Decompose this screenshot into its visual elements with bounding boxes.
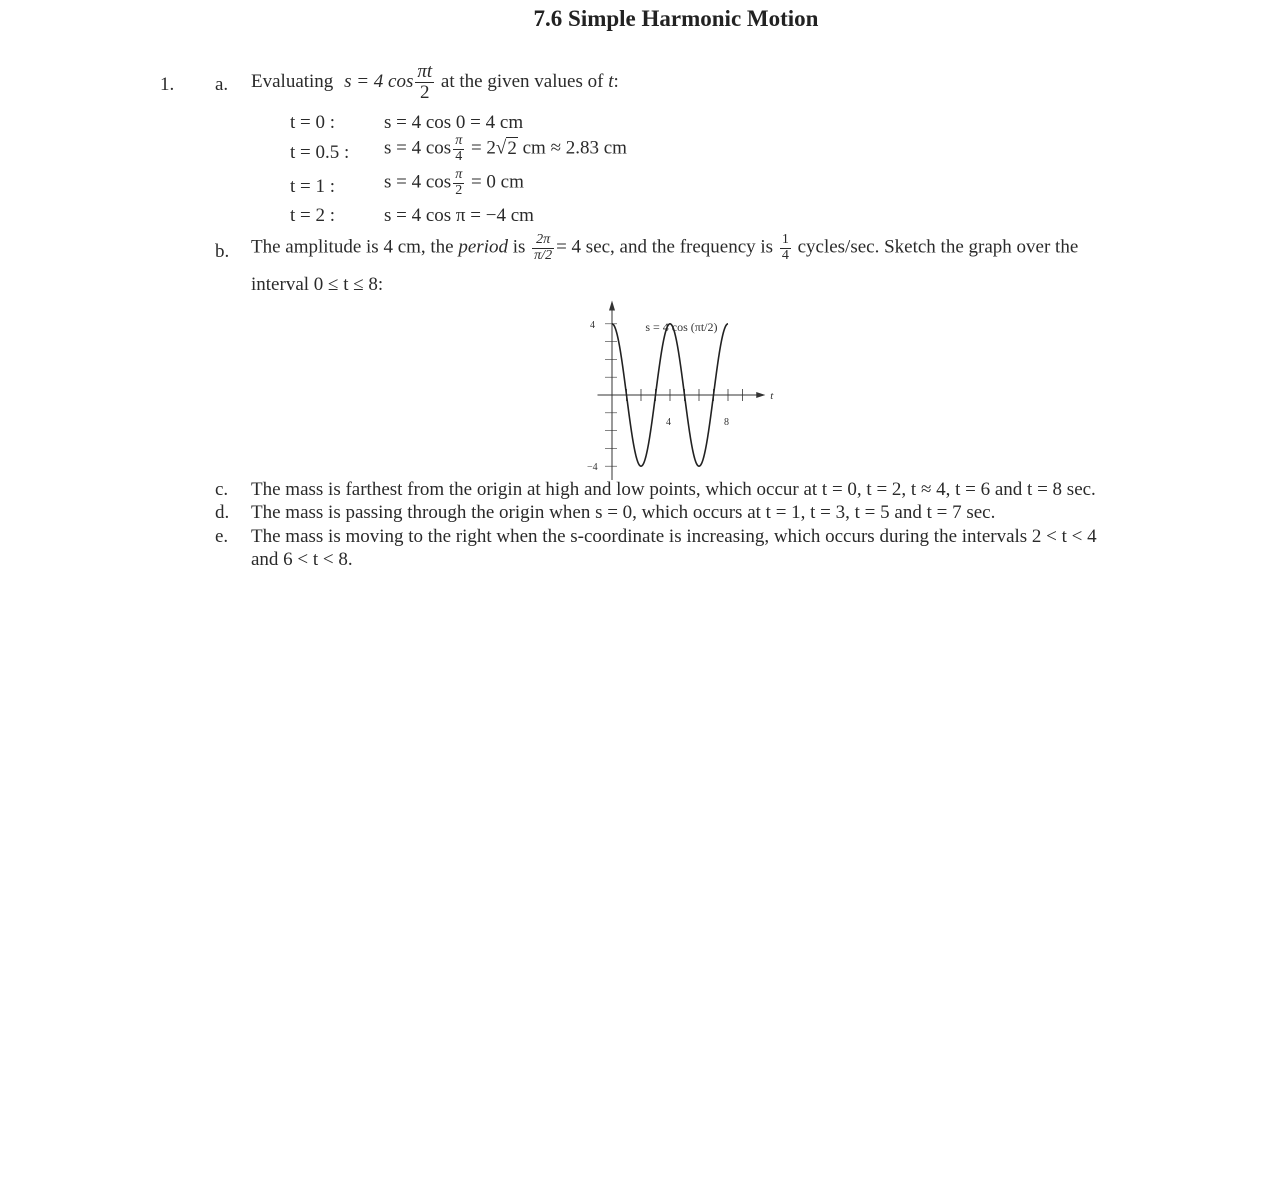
y-tick-label-neg4: −4: [587, 462, 598, 474]
part-b-text-2: is: [512, 236, 526, 258]
part-e-line-2: and 6 < t < 8.: [251, 549, 353, 570]
part-a-row-1-frac-n: π: [455, 133, 463, 148]
chart-title: s = 4 cos (πt/2): [645, 320, 718, 334]
part-a-row-3-expr: s = 4 cos π = −4 cm: [384, 205, 534, 226]
section-title: 7.6 Simple Harmonic Motion: [533, 6, 819, 31]
part-a-row-1-sqrt: √2: [495, 137, 517, 159]
part-a-row-2-fraction: [453, 168, 464, 198]
part-a-row-1-sqrt-value: 2: [507, 137, 517, 159]
part-a-intro-var: t: [608, 70, 614, 92]
part-b-text-4: cycles/sec. Sketch the graph over the: [797, 236, 1079, 258]
x-tick-label-8: 8: [724, 417, 729, 428]
part-c-text: The mass is farthest from the origin at high and low points, which occur at t = 0, t = 2, t ≈ 4, t = 6 and t = 8 sec.: [251, 479, 1096, 500]
y-axis-arrow: [609, 300, 615, 310]
part-b-frequency-fraction: [780, 233, 791, 263]
part-b-frac-n: 2π: [536, 232, 551, 247]
part-a-formula-lhs: s = 4 cos: [344, 70, 414, 92]
part-b-text-1: The amplitude is 4 cm, the: [251, 236, 454, 258]
part-a-row-2-post: = 0 cm: [470, 171, 524, 193]
part-a-row-1-expr: [384, 134, 627, 164]
part-a-formula-fraction: [415, 62, 434, 103]
part-b-freq-n: 1: [781, 232, 789, 247]
part-b-freq-d: 4: [781, 247, 789, 263]
part-a-row-0-t: t = 0 :: [290, 112, 336, 133]
part-b-text-3: = 4 sec, and the frequency is: [556, 236, 774, 258]
part-a-intro-before: Evaluating: [251, 70, 334, 92]
part-e-label: e.: [215, 526, 229, 547]
part-a-intro: [251, 62, 619, 103]
part-a-row-2-t: t = 1 :: [290, 176, 336, 197]
y-tick-label-4: 4: [590, 319, 595, 331]
chart-layer: [587, 300, 774, 480]
part-b-period-fraction: [532, 233, 554, 263]
part-a-row-1-frac-d: 4: [455, 148, 463, 164]
part-a-row-1-t: t = 0.5 :: [290, 142, 350, 163]
part-a-formula-den: 2: [420, 81, 430, 103]
part-a-row-2-pre: s = 4 cos: [384, 171, 452, 193]
part-a-row-1-post: cm ≈ 2.83 cm: [522, 137, 627, 159]
part-b-period-word: period: [458, 236, 508, 258]
part-d-text: The mass is passing through the origin when s = 0, which occurs at t = 1, t = 3, t = 5 and t = 7 sec.: [251, 502, 996, 523]
part-a-row-3-t: t = 2 :: [290, 205, 336, 226]
x-axis-label: t: [770, 390, 774, 402]
part-b-label: b.: [215, 241, 230, 262]
part-a-formula-num: πt: [417, 61, 433, 82]
part-a-row-2-frac-d: 2: [455, 182, 463, 198]
part-a-row-1-fraction: [453, 134, 464, 164]
part-d-label: d.: [215, 502, 230, 523]
part-a-row-1-pre: s = 4 cos: [384, 137, 452, 159]
cosine-graph: [585, 295, 785, 480]
part-a-row-1-mid: = 2: [470, 137, 496, 159]
part-a-intro-end: :: [613, 70, 619, 92]
part-b-line-1: [251, 233, 1078, 263]
part-a-row-2-expr: [384, 168, 524, 198]
part-b-line-2: interval 0 ≤ t ≤ 8:: [251, 274, 384, 295]
x-axis-arrow: [756, 392, 765, 398]
part-c-label: c.: [215, 479, 229, 500]
problem-number: 1.: [160, 74, 175, 95]
part-a-row-2-frac-n: π: [455, 167, 463, 182]
part-a-row-0-expr: s = 4 cos 0 = 4 cm: [384, 112, 524, 133]
part-a-label: a.: [215, 74, 229, 95]
part-b-frac-d: π/2: [534, 247, 553, 263]
part-e-line-1: The mass is moving to the right when the s-coordinate is increasing, which occurs during the intervals 2 < t < 4: [251, 526, 1097, 547]
x-tick-label-4: 4: [666, 417, 671, 428]
part-a-intro-after: at the given values of: [440, 70, 604, 92]
